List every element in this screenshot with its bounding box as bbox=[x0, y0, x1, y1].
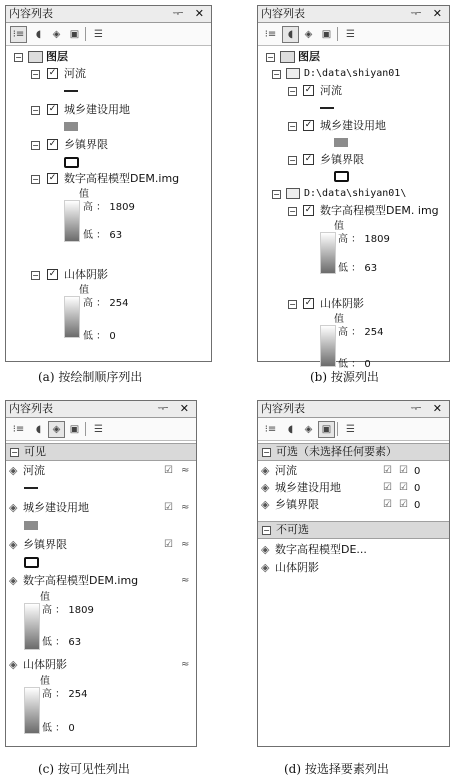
legend-value-heading: 值 bbox=[334, 314, 344, 325]
layer-boundary-label[interactable]: 乡镇界限 bbox=[320, 153, 364, 166]
layer-urban-label[interactable]: 城乡建设用地 bbox=[23, 501, 89, 514]
panel-titlebar bbox=[258, 401, 449, 418]
collapse-icon[interactable]: − bbox=[289, 300, 296, 309]
panel-title: 内容列表 bbox=[9, 402, 53, 415]
toc-toolbar bbox=[6, 418, 196, 441]
list-by-source-icon[interactable]: ◖ bbox=[282, 26, 299, 43]
unselectable-group-header[interactable] bbox=[258, 521, 449, 539]
legend-value-heading: 值 bbox=[79, 285, 89, 296]
selectable-toggle-icon[interactable]: ≈ bbox=[181, 465, 190, 476]
collapse-icon[interactable]: − bbox=[15, 53, 22, 62]
list-by-drawing-order-icon[interactable]: ⁝≡ bbox=[12, 424, 25, 435]
layer-checkbox[interactable]: ✓ bbox=[48, 269, 57, 279]
collapse-icon[interactable]: − bbox=[289, 207, 296, 216]
selected-count: 0 bbox=[414, 466, 421, 477]
legend-low-value: 低 ： 0 bbox=[42, 723, 75, 734]
folder-icon bbox=[286, 188, 300, 199]
collapse-icon[interactable]: − bbox=[267, 53, 274, 62]
visible-group-label: 可见 bbox=[24, 445, 46, 458]
layer-diamond-icon: ◈ bbox=[9, 464, 18, 477]
collapse-icon[interactable]: − bbox=[32, 106, 39, 115]
layer-checkbox[interactable]: ✓ bbox=[48, 173, 57, 183]
source-folder-label[interactable]: D:\data\shiyan01\ bbox=[304, 188, 407, 199]
hillshade-color-ramp bbox=[24, 687, 40, 734]
collapse-icon[interactable]: − bbox=[263, 526, 270, 535]
caption-d: (d) 按选择要素列出 bbox=[284, 762, 389, 776]
legend-high-value: 高 ： 1809 bbox=[42, 605, 94, 616]
selectable-group-label: 可选（未选择任何要素） bbox=[276, 445, 397, 458]
list-by-source-icon[interactable]: ◖ bbox=[35, 424, 42, 435]
river-line-symbol bbox=[24, 487, 38, 489]
urban-fill-symbol bbox=[24, 521, 38, 530]
layer-checkbox[interactable]: ✓ bbox=[304, 85, 313, 95]
options-icon[interactable]: ☰ bbox=[94, 424, 103, 435]
legend-value-heading: 值 bbox=[334, 221, 344, 232]
layer-diamond-icon: ◈ bbox=[261, 464, 270, 477]
list-by-selection-icon[interactable]: ▣ bbox=[318, 421, 335, 438]
layer-river-label[interactable]: 河流 bbox=[275, 464, 297, 477]
selectable-toggle-icon[interactable]: ≈ bbox=[181, 575, 190, 586]
list-by-drawing-order-icon[interactable]: ⁝≡ bbox=[264, 424, 277, 435]
legend-high-value: 高 ： 1809 bbox=[338, 234, 390, 245]
legend-high-value: 高 ： 1809 bbox=[83, 202, 135, 213]
visible-group-header[interactable] bbox=[6, 443, 196, 461]
panel-titlebar bbox=[258, 6, 449, 23]
river-line-symbol bbox=[320, 107, 334, 109]
source-folder-label[interactable]: D:\data\shiyan01 bbox=[304, 68, 401, 79]
legend-value-heading: 值 bbox=[40, 592, 50, 603]
options-icon[interactable]: ☰ bbox=[346, 424, 355, 435]
dem-color-ramp bbox=[64, 200, 80, 242]
layer-diamond-icon: ◈ bbox=[261, 481, 270, 494]
layer-hillshade-label[interactable]: 山体阴影 bbox=[320, 297, 364, 310]
layer-checkbox[interactable]: ✓ bbox=[304, 205, 313, 215]
list-by-selection-icon[interactable]: ▣ bbox=[321, 29, 332, 40]
urban-fill-symbol bbox=[334, 138, 348, 147]
layer-checkbox[interactable]: ✓ bbox=[48, 139, 57, 149]
selection-count-icon[interactable]: ☑ bbox=[399, 482, 408, 493]
visibility-toggle-icon[interactable]: ☑ bbox=[164, 539, 173, 550]
selection-count-icon[interactable]: ☑ bbox=[399, 499, 408, 510]
layer-diamond-icon: ◈ bbox=[9, 658, 18, 671]
toolbar-separator bbox=[85, 422, 86, 436]
layers-root-label[interactable]: 图层 bbox=[46, 50, 68, 63]
panel-titlebar bbox=[6, 401, 196, 418]
selectable-checkbox-icon[interactable]: ☑ bbox=[383, 482, 392, 493]
list-by-selection-icon[interactable]: ▣ bbox=[69, 29, 80, 40]
folder-icon bbox=[286, 68, 300, 79]
pin-close-controls[interactable]: ᅮ ✕ bbox=[172, 7, 208, 20]
layer-dem-label[interactable]: 数字高程模型DEM.img bbox=[23, 574, 139, 587]
selection-count-icon[interactable]: ☑ bbox=[399, 465, 408, 476]
list-by-selection-icon[interactable]: ▣ bbox=[69, 424, 80, 435]
legend-low-value: 低 ： 0 bbox=[83, 331, 116, 342]
toc-toolbar bbox=[258, 418, 449, 441]
collapse-icon[interactable]: − bbox=[32, 175, 39, 184]
collapse-icon[interactable]: − bbox=[289, 156, 296, 165]
list-by-source-icon[interactable]: ◖ bbox=[35, 29, 42, 40]
collapse-icon[interactable]: − bbox=[289, 122, 296, 131]
toc-toolbar bbox=[258, 23, 449, 46]
pin-close-controls[interactable]: ᅮ ✕ bbox=[410, 7, 446, 20]
layer-diamond-icon: ◈ bbox=[261, 561, 270, 574]
layers-icon bbox=[280, 51, 295, 63]
unselectable-group-label: 不可选 bbox=[276, 523, 309, 536]
boundary-polygon-symbol bbox=[24, 557, 39, 568]
layer-boundary-label[interactable]: 乡镇界限 bbox=[23, 538, 67, 551]
collapse-icon[interactable]: − bbox=[32, 271, 39, 280]
layer-hillshade-label[interactable]: 山体阴影 bbox=[275, 561, 319, 574]
layer-boundary-label[interactable]: 乡镇界限 bbox=[275, 498, 319, 511]
panel-title: 内容列表 bbox=[9, 7, 53, 20]
collapse-icon[interactable]: − bbox=[273, 70, 280, 79]
pin-close-controls[interactable]: ᅮ ✕ bbox=[410, 402, 446, 415]
collapse-icon[interactable]: − bbox=[32, 141, 39, 150]
list-by-visibility-icon[interactable]: ◈ bbox=[48, 421, 65, 438]
collapse-icon[interactable]: − bbox=[273, 190, 280, 199]
visibility-toggle-icon[interactable]: ☑ bbox=[164, 502, 173, 513]
legend-low-value: 低 ： 63 bbox=[338, 263, 378, 274]
legend-high-value: 高 ： 254 bbox=[42, 689, 88, 700]
layer-checkbox[interactable]: ✓ bbox=[304, 298, 313, 308]
selectable-checkbox-icon[interactable]: ☑ bbox=[383, 499, 392, 510]
list-by-visibility-icon[interactable]: ◈ bbox=[304, 29, 313, 40]
list-by-source-icon[interactable]: ◖ bbox=[287, 424, 294, 435]
selectable-toggle-icon[interactable]: ≈ bbox=[181, 539, 190, 550]
legend-value-heading: 值 bbox=[40, 676, 50, 687]
layer-urban-label[interactable]: 城乡建设用地 bbox=[275, 481, 341, 494]
river-line-symbol bbox=[64, 90, 78, 92]
panel-titlebar bbox=[6, 6, 211, 23]
layer-river-label[interactable]: 河流 bbox=[23, 464, 45, 477]
layers-icon bbox=[28, 51, 43, 63]
list-by-drawing-order-icon[interactable]: ⁝≡ bbox=[10, 26, 27, 43]
caption-c: (c) 按可见性列出 bbox=[38, 762, 130, 776]
layer-river-label[interactable]: 河流 bbox=[320, 84, 342, 97]
panel-title: 内容列表 bbox=[261, 402, 305, 415]
legend-low-value: 低 ： 0 bbox=[338, 359, 371, 370]
layer-diamond-icon: ◈ bbox=[261, 543, 270, 556]
legend-value-heading: 值 bbox=[79, 189, 89, 200]
collapse-icon[interactable]: − bbox=[263, 448, 270, 457]
selectable-checkbox-icon[interactable]: ☑ bbox=[383, 465, 392, 476]
dem-color-ramp bbox=[24, 603, 40, 650]
selectable-toggle-icon[interactable]: ≈ bbox=[181, 502, 190, 513]
selected-count: 0 bbox=[414, 500, 421, 511]
layer-diamond-icon: ◈ bbox=[9, 574, 18, 587]
dem-color-ramp bbox=[320, 232, 336, 274]
layer-hillshade-label[interactable]: 山体阴影 bbox=[23, 658, 67, 671]
toc-panel-visibility bbox=[5, 400, 197, 747]
layer-checkbox[interactable]: ✓ bbox=[304, 120, 313, 130]
layer-checkbox[interactable]: ✓ bbox=[48, 104, 57, 114]
options-icon[interactable]: ☰ bbox=[346, 29, 355, 40]
panel-title: 内容列表 bbox=[261, 7, 305, 20]
toc-panel-draw-order bbox=[5, 5, 212, 362]
layer-hillshade-label[interactable]: 山体阴影 bbox=[64, 268, 108, 281]
layer-dem-label[interactable]: 数字高程模型DE... bbox=[275, 543, 367, 556]
list-by-visibility-icon[interactable]: ◈ bbox=[304, 424, 313, 435]
boundary-polygon-symbol bbox=[334, 171, 349, 182]
collapse-icon[interactable]: − bbox=[32, 70, 39, 79]
selected-count: 0 bbox=[414, 483, 421, 494]
toc-toolbar bbox=[6, 23, 211, 46]
toolbar-separator bbox=[337, 422, 338, 436]
toolbar-separator bbox=[337, 27, 338, 41]
layers-root-label[interactable]: 图层 bbox=[298, 50, 320, 63]
layer-diamond-icon: ◈ bbox=[9, 501, 18, 514]
hillshade-color-ramp bbox=[320, 325, 336, 367]
urban-fill-symbol bbox=[64, 122, 78, 131]
selectable-toggle-icon[interactable]: ≈ bbox=[181, 659, 190, 670]
toc-panel-selection bbox=[257, 400, 450, 747]
layer-urban-label[interactable]: 城乡建设用地 bbox=[320, 119, 386, 132]
options-icon[interactable]: ☰ bbox=[94, 29, 103, 40]
toolbar-separator bbox=[85, 27, 86, 41]
pin-close-controls[interactable]: ᅮ ✕ bbox=[157, 402, 193, 415]
layer-boundary-label[interactable]: 乡镇界限 bbox=[64, 138, 108, 151]
layer-checkbox[interactable]: ✓ bbox=[48, 68, 57, 78]
collapse-icon[interactable]: − bbox=[11, 448, 18, 457]
caption-b: (b) 按源列出 bbox=[310, 370, 379, 384]
list-by-visibility-icon[interactable]: ◈ bbox=[52, 29, 61, 40]
list-by-drawing-order-icon[interactable]: ⁝≡ bbox=[264, 29, 277, 40]
toc-panel-source bbox=[257, 5, 450, 370]
collapse-icon[interactable]: − bbox=[289, 87, 296, 96]
legend-high-value: 高 ： 254 bbox=[83, 298, 129, 309]
layer-dem-label[interactable]: 数字高程模型DEM. img bbox=[320, 204, 439, 217]
caption-a: (a) 按绘制顺序列出 bbox=[38, 370, 143, 384]
selectable-group-header[interactable] bbox=[258, 443, 449, 461]
visibility-toggle-icon[interactable]: ☑ bbox=[164, 465, 173, 476]
legend-high-value: 高 ： 254 bbox=[338, 327, 384, 338]
layer-diamond-icon: ◈ bbox=[261, 498, 270, 511]
legend-low-value: 低 ： 63 bbox=[42, 637, 82, 648]
hillshade-color-ramp bbox=[64, 296, 80, 338]
layer-urban-label[interactable]: 城乡建设用地 bbox=[64, 103, 130, 116]
legend-low-value: 低 ： 63 bbox=[83, 230, 123, 241]
layer-diamond-icon: ◈ bbox=[9, 538, 18, 551]
layer-river-label[interactable]: 河流 bbox=[64, 67, 86, 80]
boundary-polygon-symbol bbox=[64, 157, 79, 168]
layer-checkbox[interactable]: ✓ bbox=[304, 154, 313, 164]
layer-dem-label[interactable]: 数字高程模型DEM.img bbox=[64, 172, 180, 185]
